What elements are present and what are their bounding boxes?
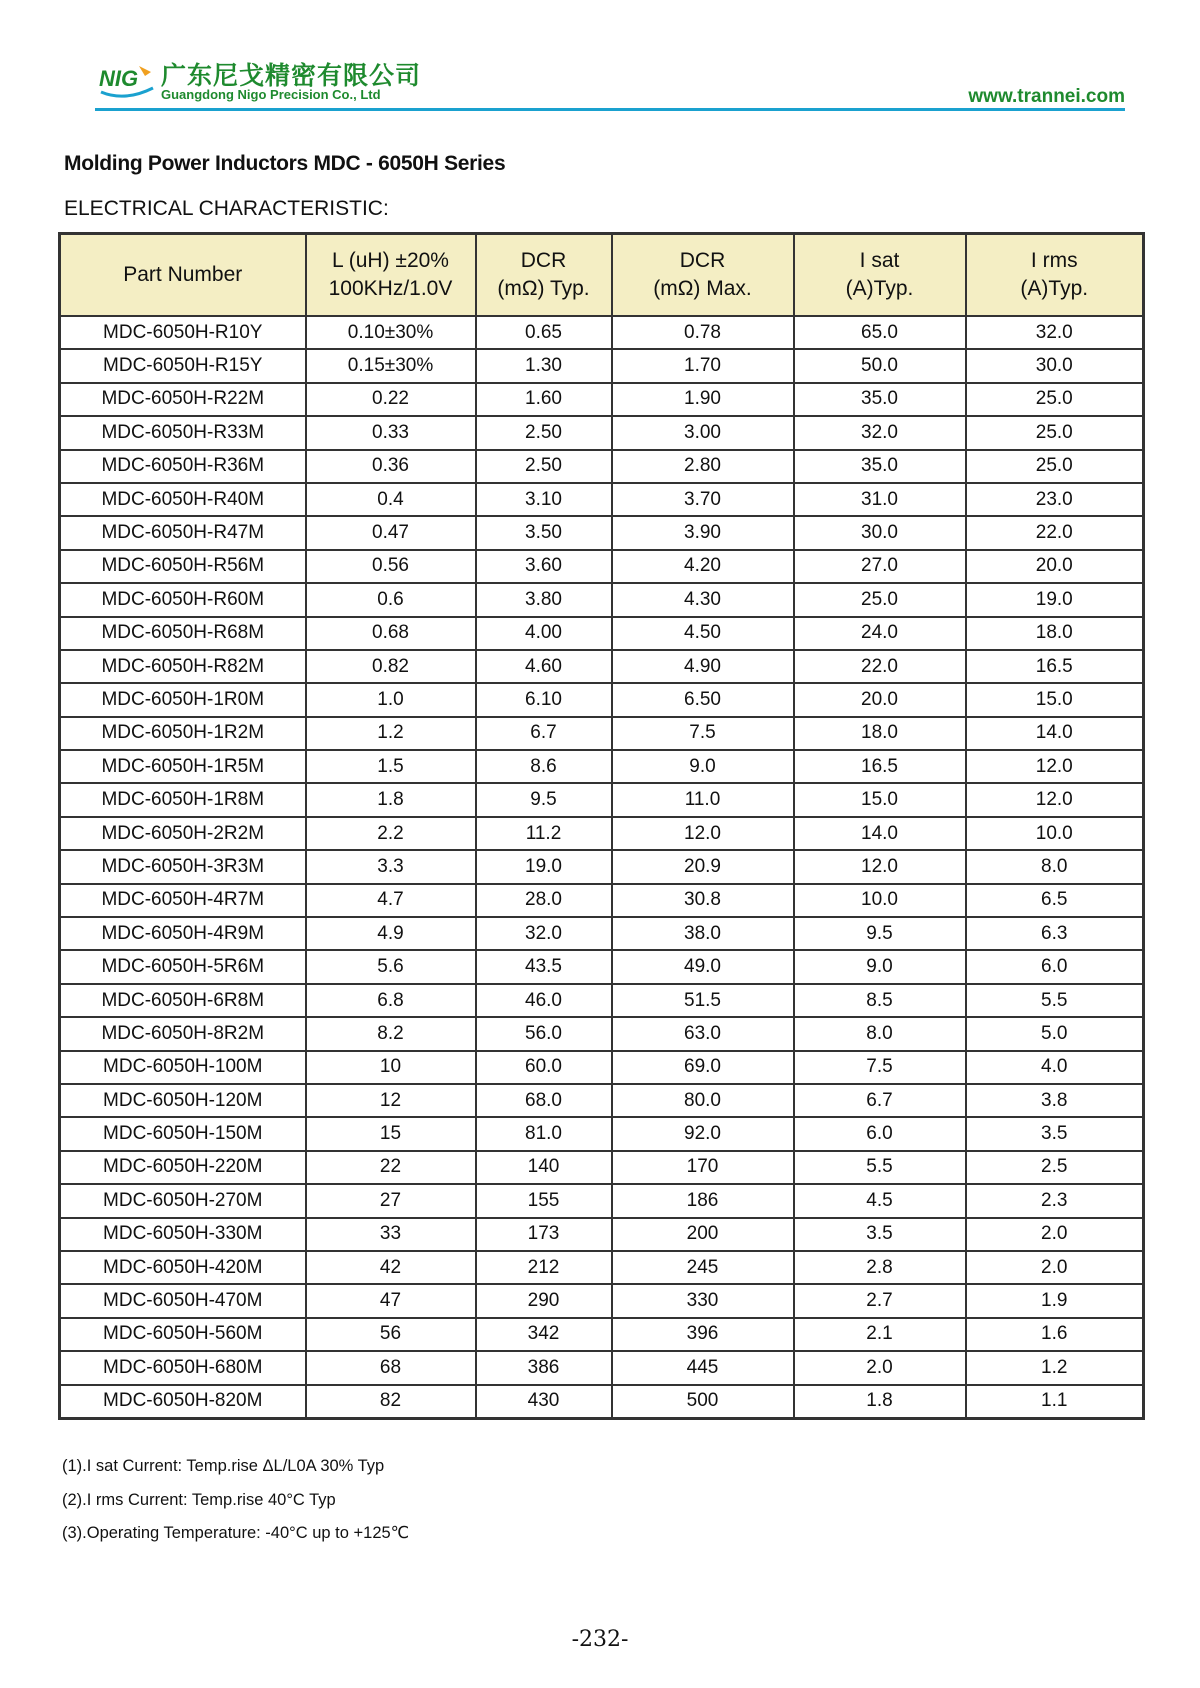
col-header-line2: 100KHz/1.0V xyxy=(328,277,453,300)
footnotes xyxy=(62,1450,409,1551)
cell-isat: 14.0 xyxy=(794,817,966,850)
table-row xyxy=(60,950,1144,983)
table-header-row xyxy=(60,234,1144,317)
cell-part-number: MDC-6050H-R82M xyxy=(60,650,306,683)
cell-isat: 16.5 xyxy=(794,750,966,783)
cell-dcr-typ: 1.30 xyxy=(476,349,612,382)
cell-isat: 9.0 xyxy=(794,950,966,983)
cell-dcr-max: 445 xyxy=(612,1351,794,1384)
col-header-line2: (mΩ) Max. xyxy=(653,277,752,300)
table-row xyxy=(60,917,1144,950)
cell-dcr-typ: 2.50 xyxy=(476,416,612,449)
cell-dcr-typ: 173 xyxy=(476,1218,612,1251)
cell-part-number: MDC-6050H-150M xyxy=(60,1117,306,1150)
cell-irms: 1.9 xyxy=(966,1284,1144,1317)
table-row xyxy=(60,583,1144,616)
cell-isat: 1.8 xyxy=(794,1385,966,1419)
cell-part-number: MDC-6050H-560M xyxy=(60,1318,306,1351)
cell-irms: 2.5 xyxy=(966,1151,1144,1184)
cell-dcr-typ: 140 xyxy=(476,1151,612,1184)
section-heading: ELECTRICAL CHARACTERISTIC: xyxy=(64,197,389,220)
cell-dcr-typ: 28.0 xyxy=(476,884,612,917)
header-divider xyxy=(95,108,1125,111)
cell-inductance: 22 xyxy=(306,1151,476,1184)
cell-isat: 4.5 xyxy=(794,1184,966,1217)
cell-irms: 18.0 xyxy=(966,617,1144,650)
cell-inductance: 0.68 xyxy=(306,617,476,650)
table-row xyxy=(60,1184,1144,1217)
cell-dcr-typ: 290 xyxy=(476,1284,612,1317)
cell-dcr-typ: 68.0 xyxy=(476,1084,612,1117)
cell-inductance: 0.6 xyxy=(306,583,476,616)
cell-dcr-max: 38.0 xyxy=(612,917,794,950)
table-body xyxy=(60,316,1144,1418)
cell-dcr-typ: 81.0 xyxy=(476,1117,612,1150)
cell-inductance: 0.47 xyxy=(306,516,476,549)
cell-irms: 5.0 xyxy=(966,1017,1144,1050)
cell-part-number: MDC-6050H-330M xyxy=(60,1218,306,1251)
cell-irms: 19.0 xyxy=(966,583,1144,616)
cell-irms: 32.0 xyxy=(966,316,1144,349)
spec-table-container xyxy=(58,232,1142,1420)
col-header-line2: (A)Typ. xyxy=(1020,277,1089,300)
cell-irms: 2.0 xyxy=(966,1218,1144,1251)
cell-isat: 24.0 xyxy=(794,617,966,650)
cell-part-number: MDC-6050H-820M xyxy=(60,1385,306,1419)
cell-inductance: 10 xyxy=(306,1051,476,1084)
cell-part-number: MDC-6050H-R33M xyxy=(60,416,306,449)
cell-isat: 2.1 xyxy=(794,1318,966,1351)
table-row xyxy=(60,1251,1144,1284)
cell-dcr-max: 330 xyxy=(612,1284,794,1317)
cell-dcr-typ: 3.50 xyxy=(476,516,612,549)
company-name-en: Guangdong Nigo Precision Co., Ltd xyxy=(161,87,381,102)
cell-irms: 3.5 xyxy=(966,1117,1144,1150)
cell-irms: 6.3 xyxy=(966,917,1144,950)
cell-isat: 3.5 xyxy=(794,1218,966,1251)
col-header-isat xyxy=(794,234,966,317)
cell-dcr-typ: 56.0 xyxy=(476,1017,612,1050)
cell-irms: 2.3 xyxy=(966,1184,1144,1217)
cell-dcr-max: 20.9 xyxy=(612,850,794,883)
table-row xyxy=(60,316,1144,349)
cell-dcr-max: 63.0 xyxy=(612,1017,794,1050)
table-row xyxy=(60,1318,1144,1351)
col-header-line2: (A)Typ. xyxy=(845,277,914,300)
cell-inductance: 0.4 xyxy=(306,483,476,516)
cell-inductance: 0.33 xyxy=(306,416,476,449)
table-row xyxy=(60,1117,1144,1150)
page-title: Molding Power Inductors MDC - 6050H Series xyxy=(64,152,506,175)
cell-dcr-typ: 1.60 xyxy=(476,383,612,416)
cell-irms: 25.0 xyxy=(966,450,1144,483)
cell-isat: 12.0 xyxy=(794,850,966,883)
table-row xyxy=(60,416,1144,449)
cell-irms: 5.5 xyxy=(966,984,1144,1017)
table-row xyxy=(60,850,1144,883)
cell-inductance: 1.2 xyxy=(306,717,476,750)
table-row xyxy=(60,483,1144,516)
table-row xyxy=(60,1385,1144,1419)
website-link[interactable]: www.trannei.com xyxy=(968,86,1125,107)
cell-dcr-max: 500 xyxy=(612,1385,794,1419)
col-header-inductance xyxy=(306,234,476,317)
cell-isat: 15.0 xyxy=(794,783,966,816)
cell-inductance: 33 xyxy=(306,1218,476,1251)
cell-irms: 1.2 xyxy=(966,1351,1144,1384)
cell-dcr-max: 3.70 xyxy=(612,483,794,516)
col-header-line2: (mΩ) Typ. xyxy=(497,277,590,300)
cell-dcr-max: 200 xyxy=(612,1218,794,1251)
table-row xyxy=(60,1351,1144,1384)
cell-isat: 2.0 xyxy=(794,1351,966,1384)
cell-dcr-max: 186 xyxy=(612,1184,794,1217)
cell-dcr-typ: 155 xyxy=(476,1184,612,1217)
table-row xyxy=(60,783,1144,816)
cell-irms: 1.1 xyxy=(966,1385,1144,1419)
cell-dcr-max: 92.0 xyxy=(612,1117,794,1150)
cell-isat: 7.5 xyxy=(794,1051,966,1084)
cell-irms: 14.0 xyxy=(966,717,1144,750)
cell-dcr-max: 4.90 xyxy=(612,650,794,683)
footnote-isat: (1).I sat Current: Temp.rise ΔL/L0A 30% Typ xyxy=(62,1457,385,1475)
cell-inductance: 15 xyxy=(306,1117,476,1150)
cell-isat: 6.7 xyxy=(794,1084,966,1117)
cell-inductance: 42 xyxy=(306,1251,476,1284)
table-row xyxy=(60,1084,1144,1117)
table-row xyxy=(60,1218,1144,1251)
cell-dcr-max: 396 xyxy=(612,1318,794,1351)
cell-irms: 10.0 xyxy=(966,817,1144,850)
cell-part-number: MDC-6050H-R56M xyxy=(60,550,306,583)
cell-inductance: 68 xyxy=(306,1351,476,1384)
col-header-dcr-typ xyxy=(476,234,612,317)
cell-dcr-typ: 212 xyxy=(476,1251,612,1284)
cell-dcr-max: 1.90 xyxy=(612,383,794,416)
cell-dcr-max: 4.50 xyxy=(612,617,794,650)
col-header-irms xyxy=(966,234,1144,317)
cell-dcr-max: 69.0 xyxy=(612,1051,794,1084)
col-header-line1: I sat xyxy=(859,249,900,272)
cell-irms: 15.0 xyxy=(966,683,1144,716)
cell-irms: 30.0 xyxy=(966,349,1144,382)
cell-dcr-max: 51.5 xyxy=(612,984,794,1017)
cell-inductance: 1.0 xyxy=(306,683,476,716)
cell-inductance: 3.3 xyxy=(306,850,476,883)
cell-irms: 25.0 xyxy=(966,416,1144,449)
cell-dcr-max: 170 xyxy=(612,1151,794,1184)
logo-text: NIG xyxy=(99,66,139,91)
cell-isat: 25.0 xyxy=(794,583,966,616)
cell-dcr-max: 80.0 xyxy=(612,1084,794,1117)
cell-inductance: 56 xyxy=(306,1318,476,1351)
col-header-dcr-max xyxy=(612,234,794,317)
cell-inductance: 1.8 xyxy=(306,783,476,816)
table-row xyxy=(60,717,1144,750)
cell-isat: 2.7 xyxy=(794,1284,966,1317)
cell-isat: 9.5 xyxy=(794,917,966,950)
cell-inductance: 2.2 xyxy=(306,817,476,850)
cell-isat: 8.0 xyxy=(794,1017,966,1050)
col-header-line1: DCR xyxy=(520,249,567,272)
cell-inductance: 6.8 xyxy=(306,984,476,1017)
cell-part-number: MDC-6050H-6R8M xyxy=(60,984,306,1017)
cell-dcr-max: 2.80 xyxy=(612,450,794,483)
cell-dcr-max: 30.8 xyxy=(612,884,794,917)
cell-part-number: MDC-6050H-3R3M xyxy=(60,850,306,883)
cell-dcr-max: 0.78 xyxy=(612,316,794,349)
cell-irms: 12.0 xyxy=(966,750,1144,783)
table-row xyxy=(60,817,1144,850)
cell-irms: 6.0 xyxy=(966,950,1144,983)
cell-irms: 8.0 xyxy=(966,850,1144,883)
cell-irms: 6.5 xyxy=(966,884,1144,917)
cell-dcr-typ: 3.10 xyxy=(476,483,612,516)
cell-irms: 2.0 xyxy=(966,1251,1144,1284)
cell-isat: 50.0 xyxy=(794,349,966,382)
cell-isat: 20.0 xyxy=(794,683,966,716)
cell-part-number: MDC-6050H-5R6M xyxy=(60,950,306,983)
cell-part-number: MDC-6050H-R22M xyxy=(60,383,306,416)
cell-dcr-typ: 0.65 xyxy=(476,316,612,349)
cell-part-number: MDC-6050H-220M xyxy=(60,1151,306,1184)
cell-part-number: MDC-6050H-R15Y xyxy=(60,349,306,382)
electrical-characteristics-table xyxy=(58,232,1145,1420)
cell-dcr-typ: 32.0 xyxy=(476,917,612,950)
cell-irms: 3.8 xyxy=(966,1084,1144,1117)
cell-inductance: 47 xyxy=(306,1284,476,1317)
cell-isat: 35.0 xyxy=(794,450,966,483)
cell-part-number: MDC-6050H-R60M xyxy=(60,583,306,616)
cell-dcr-typ: 8.6 xyxy=(476,750,612,783)
cell-dcr-typ: 342 xyxy=(476,1318,612,1351)
cell-dcr-max: 11.0 xyxy=(612,783,794,816)
cell-irms: 25.0 xyxy=(966,383,1144,416)
cell-irms: 23.0 xyxy=(966,483,1144,516)
cell-part-number: MDC-6050H-1R5M xyxy=(60,750,306,783)
cell-isat: 18.0 xyxy=(794,717,966,750)
cell-dcr-typ: 386 xyxy=(476,1351,612,1384)
table-row xyxy=(60,617,1144,650)
footnote-operating-temp: (3).Operating Temperature: -40°C up to +125℃ xyxy=(62,1524,410,1542)
company-logo xyxy=(95,62,161,102)
cell-dcr-max: 4.20 xyxy=(612,550,794,583)
cell-inductance: 82 xyxy=(306,1385,476,1419)
cell-inductance: 0.56 xyxy=(306,550,476,583)
footnote-irms: (2).I rms Current: Temp.rise 40°C Typ xyxy=(62,1490,336,1509)
cell-dcr-typ: 46.0 xyxy=(476,984,612,1017)
cell-dcr-typ: 6.10 xyxy=(476,683,612,716)
cell-inductance: 27 xyxy=(306,1184,476,1217)
cell-inductance: 5.6 xyxy=(306,950,476,983)
cell-inductance: 0.82 xyxy=(306,650,476,683)
cell-dcr-typ: 4.60 xyxy=(476,650,612,683)
cell-isat: 5.5 xyxy=(794,1151,966,1184)
cell-part-number: MDC-6050H-100M xyxy=(60,1051,306,1084)
cell-part-number: MDC-6050H-680M xyxy=(60,1351,306,1384)
cell-part-number: MDC-6050H-470M xyxy=(60,1284,306,1317)
page-header xyxy=(95,54,1125,114)
cell-dcr-max: 245 xyxy=(612,1251,794,1284)
cell-dcr-max: 1.70 xyxy=(612,349,794,382)
cell-inductance: 0.15±30% xyxy=(306,349,476,382)
cell-inductance: 12 xyxy=(306,1084,476,1117)
table-row xyxy=(60,516,1144,549)
col-header-line1: L (uH) ±20% xyxy=(332,249,449,272)
col-header-part-number xyxy=(60,234,306,317)
table-row xyxy=(60,1151,1144,1184)
cell-dcr-max: 3.00 xyxy=(612,416,794,449)
table-row xyxy=(60,550,1144,583)
cell-part-number: MDC-6050H-270M xyxy=(60,1184,306,1217)
table-row xyxy=(60,984,1144,1017)
col-header-line1: DCR xyxy=(679,249,726,272)
table-row xyxy=(60,884,1144,917)
cell-part-number: MDC-6050H-420M xyxy=(60,1251,306,1284)
company-name-cn: 广东尼戈精密有限公司 xyxy=(161,61,422,90)
cell-isat: 65.0 xyxy=(794,316,966,349)
cell-dcr-typ: 60.0 xyxy=(476,1051,612,1084)
cell-dcr-typ: 19.0 xyxy=(476,850,612,883)
cell-isat: 31.0 xyxy=(794,483,966,516)
cell-inductance: 8.2 xyxy=(306,1017,476,1050)
cell-inductance: 0.10±30% xyxy=(306,316,476,349)
cell-isat: 32.0 xyxy=(794,416,966,449)
cell-part-number: MDC-6050H-1R0M xyxy=(60,683,306,716)
table-row xyxy=(60,450,1144,483)
cell-dcr-typ: 2.50 xyxy=(476,450,612,483)
col-header-line1: I rms xyxy=(1030,249,1078,272)
col-header-line1: Part Number xyxy=(123,263,243,286)
cell-dcr-typ: 11.2 xyxy=(476,817,612,850)
table-row xyxy=(60,1051,1144,1084)
table-row xyxy=(60,349,1144,382)
cell-dcr-max: 7.5 xyxy=(612,717,794,750)
table-row xyxy=(60,1017,1144,1050)
cell-isat: 27.0 xyxy=(794,550,966,583)
cell-part-number: MDC-6050H-R47M xyxy=(60,516,306,549)
cell-irms: 1.6 xyxy=(966,1318,1144,1351)
cell-isat: 6.0 xyxy=(794,1117,966,1150)
table-row xyxy=(60,383,1144,416)
cell-part-number: MDC-6050H-1R2M xyxy=(60,717,306,750)
cell-dcr-typ: 4.00 xyxy=(476,617,612,650)
cell-part-number: MDC-6050H-4R7M xyxy=(60,884,306,917)
cell-dcr-typ: 3.60 xyxy=(476,550,612,583)
cell-part-number: MDC-6050H-2R2M xyxy=(60,817,306,850)
cell-isat: 2.8 xyxy=(794,1251,966,1284)
cell-dcr-max: 3.90 xyxy=(612,516,794,549)
cell-isat: 35.0 xyxy=(794,383,966,416)
cell-inductance: 1.5 xyxy=(306,750,476,783)
cell-irms: 12.0 xyxy=(966,783,1144,816)
cell-irms: 22.0 xyxy=(966,516,1144,549)
cell-inductance: 4.7 xyxy=(306,884,476,917)
table-row xyxy=(60,750,1144,783)
cell-dcr-typ: 43.5 xyxy=(476,950,612,983)
cell-dcr-typ: 430 xyxy=(476,1385,612,1419)
cell-isat: 10.0 xyxy=(794,884,966,917)
cell-dcr-typ: 3.80 xyxy=(476,583,612,616)
cell-part-number: MDC-6050H-R68M xyxy=(60,617,306,650)
cell-part-number: MDC-6050H-120M xyxy=(60,1084,306,1117)
cell-irms: 4.0 xyxy=(966,1051,1144,1084)
cell-inductance: 4.9 xyxy=(306,917,476,950)
cell-dcr-typ: 9.5 xyxy=(476,783,612,816)
cell-part-number: MDC-6050H-4R9M xyxy=(60,917,306,950)
table-row xyxy=(60,650,1144,683)
cell-isat: 8.5 xyxy=(794,984,966,1017)
cell-part-number: MDC-6050H-1R8M xyxy=(60,783,306,816)
cell-irms: 20.0 xyxy=(966,550,1144,583)
cell-inductance: 0.22 xyxy=(306,383,476,416)
cell-isat: 30.0 xyxy=(794,516,966,549)
cell-part-number: MDC-6050H-8R2M xyxy=(60,1017,306,1050)
cell-part-number: MDC-6050H-R36M xyxy=(60,450,306,483)
cell-dcr-max: 12.0 xyxy=(612,817,794,850)
cell-part-number: MDC-6050H-R10Y xyxy=(60,316,306,349)
cell-part-number: MDC-6050H-R40M xyxy=(60,483,306,516)
page-number: -232- xyxy=(571,1627,629,1652)
cell-dcr-max: 4.30 xyxy=(612,583,794,616)
cell-dcr-typ: 6.7 xyxy=(476,717,612,750)
table-row xyxy=(60,683,1144,716)
cell-dcr-max: 6.50 xyxy=(612,683,794,716)
cell-irms: 16.5 xyxy=(966,650,1144,683)
cell-dcr-max: 49.0 xyxy=(612,950,794,983)
table-row xyxy=(60,1284,1144,1317)
cell-dcr-max: 9.0 xyxy=(612,750,794,783)
cell-isat: 22.0 xyxy=(794,650,966,683)
cell-inductance: 0.36 xyxy=(306,450,476,483)
